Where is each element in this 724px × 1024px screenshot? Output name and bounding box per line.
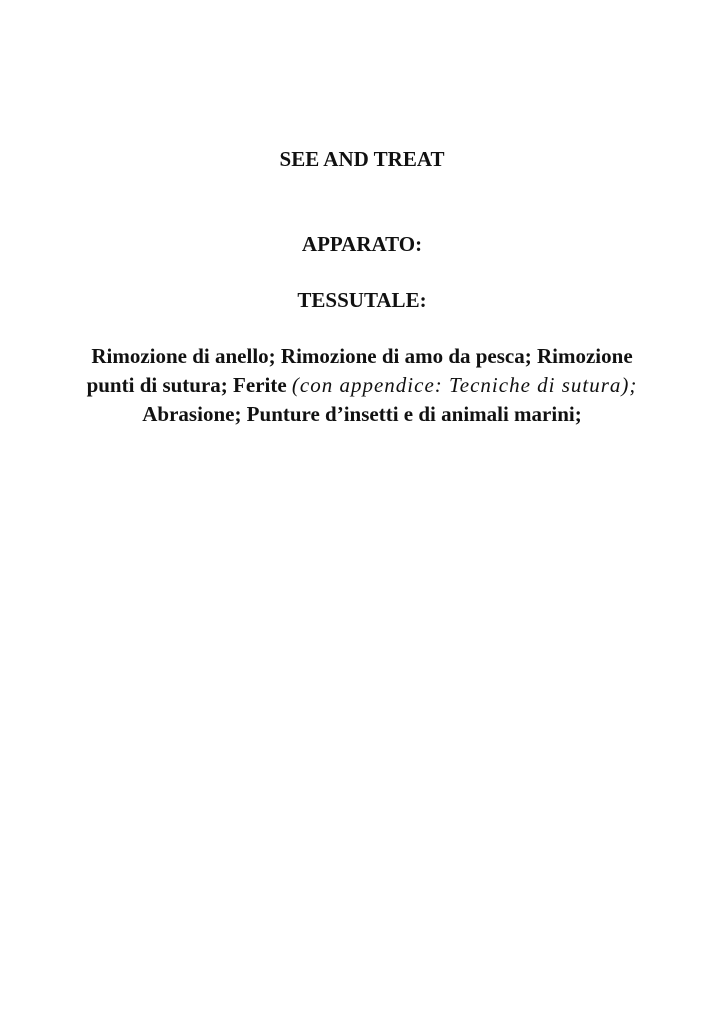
apparato-heading: APPARATO: [301, 232, 423, 256]
procedures-text-part3: Abrasione; Punture d’insetti e di animali marini; [142, 402, 582, 426]
appendix-note: (con appendice: Tecniche di sutura); [291, 373, 638, 397]
procedures-text-part1: Rimozione di anello; Rimozione di amo da pesca; Rimozione punti di sutura; Ferite [86, 344, 633, 397]
document-title: SEE AND TREAT [279, 147, 445, 171]
procedures-list [70, 342, 654, 429]
section-heading: TESSUTALE: [297, 288, 427, 312]
